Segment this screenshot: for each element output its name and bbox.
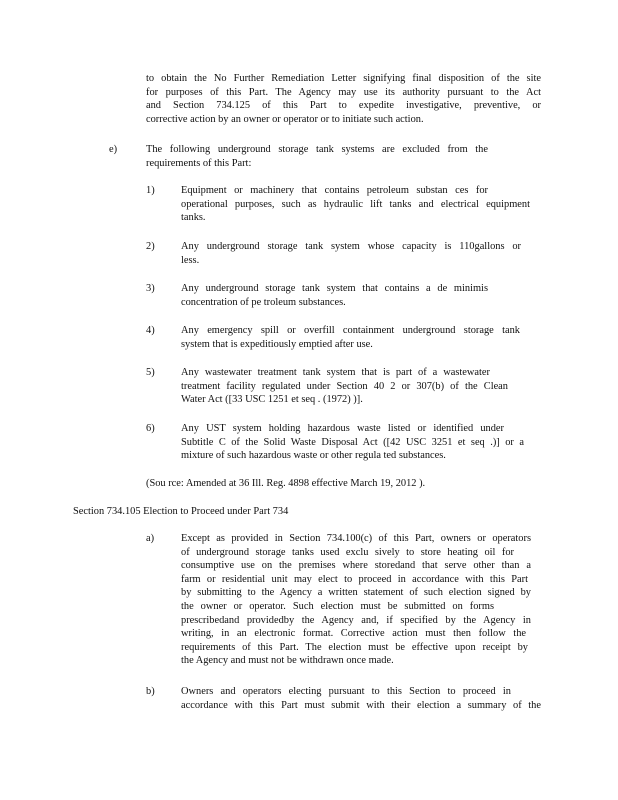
text-line: the owner or operator. Such election must be submitted on forms [181,600,494,612]
list-item [181,282,488,309]
list-item [181,324,520,351]
text-line: and Section 734.125 of this Part to expedite investigative, preventive, or [146,100,541,112]
text-line: requirements of this Part: [146,157,252,169]
text-line: Subtitle C of the Solid Waste Disposal Act ([42 USC 3251 et seq .)] or a [181,436,524,448]
text-line: accordance with this Part must submit with their election a summary of the [181,699,541,711]
source-note: (Sou rce: Amended at 36 Ill. Reg. 4898 effective March 19, 2012 ). [146,478,426,489]
text-line: concentration of pe troleum substances. [181,296,346,308]
subsection-marker: e) [109,144,118,155]
text-line: system that is expeditiously emptied after use. [181,338,373,350]
text-line: Owners and operators electing pursuant to this Section to proceed in [181,686,511,697]
text-line: Any underground storage tank system whose capacity is 110gallons or [181,241,521,252]
item-marker: a) [146,533,155,544]
text-line: by submitting to the Agency a written statement of such election signed by [181,587,531,599]
item-marker: b) [146,686,155,697]
item-marker: 4) [146,325,155,336]
text-line: writing, in an electronic format. Corrective action must then follow the [181,628,526,640]
item-marker: 3) [146,283,155,294]
list-item [181,184,530,225]
text-line: to obtain the No Further Remediation Letter signifying final disposition of the site [146,73,541,84]
text-line: farm or residential unit may elect to proceed in accordance with this Part [181,573,528,585]
list-item [181,366,508,407]
text-line: requirements of this Part. The election must be effective upon receipt by [181,641,528,653]
list-item [181,532,531,668]
text-line: mixture of such hazardous waste or other regula ted substances. [181,450,446,462]
text-line: operational purposes, such as hydraulic lift tanks and electrical equipment [181,198,530,210]
subsection-e-text [146,143,488,170]
text-line: Any emergency spill or overfill containment underground storage tank [181,325,520,336]
item-marker: 5) [146,367,155,378]
list-item [181,240,521,267]
text-line: tanks. [181,212,206,224]
text-line: Except as provided in Section 734.100(c) of this Part, owners or operators [181,533,531,544]
list-item [181,685,541,712]
text-line: Water Act ([33 USC 1251 et seq . (1972) )]. [181,394,363,406]
text-line: of underground storage tanks used exclu sively to store heating oil for [181,546,514,558]
item-marker: 1) [146,185,155,196]
list-item [181,422,524,463]
item-marker: 6) [146,423,155,434]
text-line: The following underground storage tank systems are excluded from the [146,144,488,155]
text-line: consumptive use on the premises where storedand that serve other than a [181,560,531,572]
text-line: corrective action by an owner or operator or to initiate such action. [146,113,424,125]
intro-paragraph [146,72,541,126]
section-heading: Section 734.105 Election to Proceed under Part 734 [73,506,289,517]
text-line: the Agency and must not be withdrawn once made. [181,655,394,667]
item-marker: 2) [146,241,155,252]
text-line: Any UST system holding hazardous waste listed or identified under [181,423,504,434]
text-line: treatment facility regulated under Section 40 2 or 307(b) of the Clean [181,380,508,392]
text-line: less. [181,254,200,266]
text-line: Equipment or machinery that contains petroleum substan ces for [181,185,488,196]
text-line: for purposes of this Part. The Agency may use its authority pursuant to the Act [146,86,541,98]
text-line: Any underground storage tank system that contains a de minimis [181,283,488,294]
text-line: prescribedand providedby the Agency and, if specified by the Agency in [181,614,531,626]
text-line: Any wastewater treatment tank system that is part of a wastewater [181,367,490,378]
